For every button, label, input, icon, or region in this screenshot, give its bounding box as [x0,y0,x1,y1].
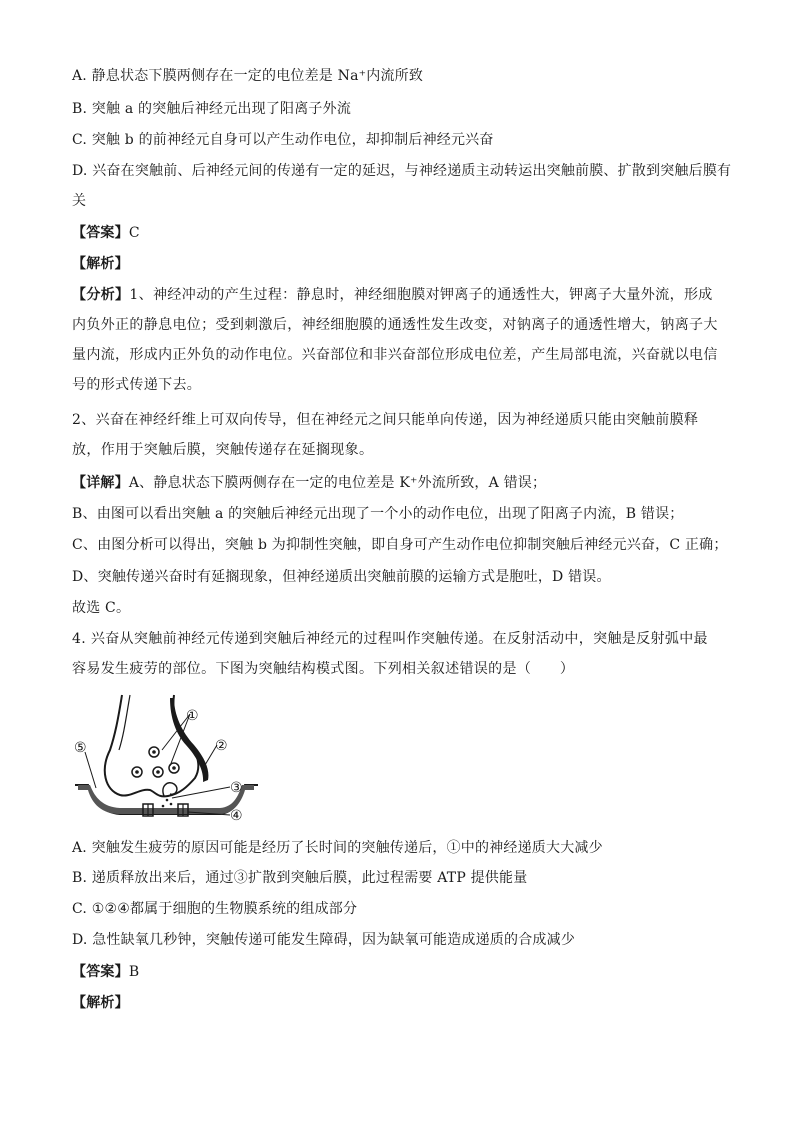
q3-point-2: 2、兴奋在神经纤维上可双向传导，但在神经元之间只能单向传递，因为神经递质只能由突触前膜释放，作用于突触后膜，突触传递存在延搁现象。 [72,412,699,458]
q4-stem: 4. 兴奋从突触前神经元传递到突触后神经元的过程叫作突触传递。在反射活动中，突触是反射弧中最容易发生疲劳的部位。下图为突触结构模式图。下列相关叙述错误的是（ ） [72,631,708,677]
q3-option-d-line2: 关 [72,193,87,209]
answer-tag: 【答案】 [72,225,129,241]
q4-option-d: D. 急性缺氧几秒钟，突触传递可能发生障碍，因为缺氧可能造成递质的合成减少 [72,932,576,948]
fenxi-text: 1、神经冲动的产生过程：静息时，神经细胞膜对钾离子的通透性大，钾离子大量外流，形成内负外正的静息电位；受到刺激后，神经细胞膜的通透性发生改变，对钠离子的通透性增大，钠离子大量内流，形成内正外负的动作电位。兴奋部位和非兴奋部位形成电位差，产生局部电流，兴奋就以电信号的形式传递下去。 [72,287,718,393]
q3-detail-b: B、由图可以看出突触 a 的突触后神经元出现了一个小的动作电位，出现了阳离子内流，B 错误； [72,506,684,522]
exocytosis-pocket [163,783,177,796]
analysis-tag: 【解析】 [72,995,129,1011]
presynaptic-membrane [105,695,199,796]
q4-option-a: A. 突触发生疲劳的原因可能是经历了长时间的突触传递后，①中的神经递质大大减少 [72,840,603,856]
figure-label-2: ② [215,738,228,754]
figure-label-1: ① [186,708,199,724]
figure-label-5: ⑤ [74,740,87,756]
synapse-diagram [70,690,260,830]
q3-answer [72,223,722,243]
q3-option-d-line1: D. 兴奋在突触前、后神经元间的传递有一定的延迟，与神经递质主动转运出突触前膜、扩散到突触后膜有 [72,163,732,179]
q3-detail-c: C、由图分析可以得出，突触 b 为抑制性突触，即自身可产生动作电位抑制突触后神经元兴奋，C 正确； [72,537,728,553]
answer-value: B [128,964,140,980]
q3-option-b: B. 突触 a 的突触后神经元出现了阳离子外流 [72,101,352,117]
detail-tag: 【详解】 [72,475,129,491]
q4-answer [72,962,722,982]
fenxi-tag: 【分析】 [72,287,130,303]
figure-label-4: ④ [230,808,243,824]
q4-option-c: C. ①②④都属于细胞的生物膜系统的组成部分 [72,901,358,917]
answer-tag: 【答案】 [72,964,129,980]
q3-detail-d: D、突触传递兴奋时有延搁现象，但神经递质出突触前膜的运输方式是胞吐，D 错误。 [72,569,611,585]
q4-analysis-heading [72,993,722,1013]
q4-option-b: B. 递质释放出来后，通过③扩散到突触后膜，此过程需要 ATP 提供能量 [72,870,528,886]
q3-detail-a [72,473,722,493]
synapse-figure [70,690,260,830]
q3-analysis-heading [72,254,722,274]
q3-option-c: C. 突触 b 的前神经元自身可以产生动作电位，却抑制后神经元兴奋 [72,132,494,148]
q3-conclusion: 故选 C。 [72,600,131,616]
figure-label-3: ③ [230,780,243,796]
q3-option-a: A. 静息状态下膜两侧存在一定的电位差是 Na⁺内流所致 [72,68,424,84]
answer-value: C [128,225,140,241]
detail-a-text: A、静息状态下膜两侧存在一定的电位差是 K⁺外流所致，A 错误； [128,475,547,491]
q3-fenxi-paragraph [72,280,722,400]
analysis-tag: 【解析】 [72,256,129,272]
